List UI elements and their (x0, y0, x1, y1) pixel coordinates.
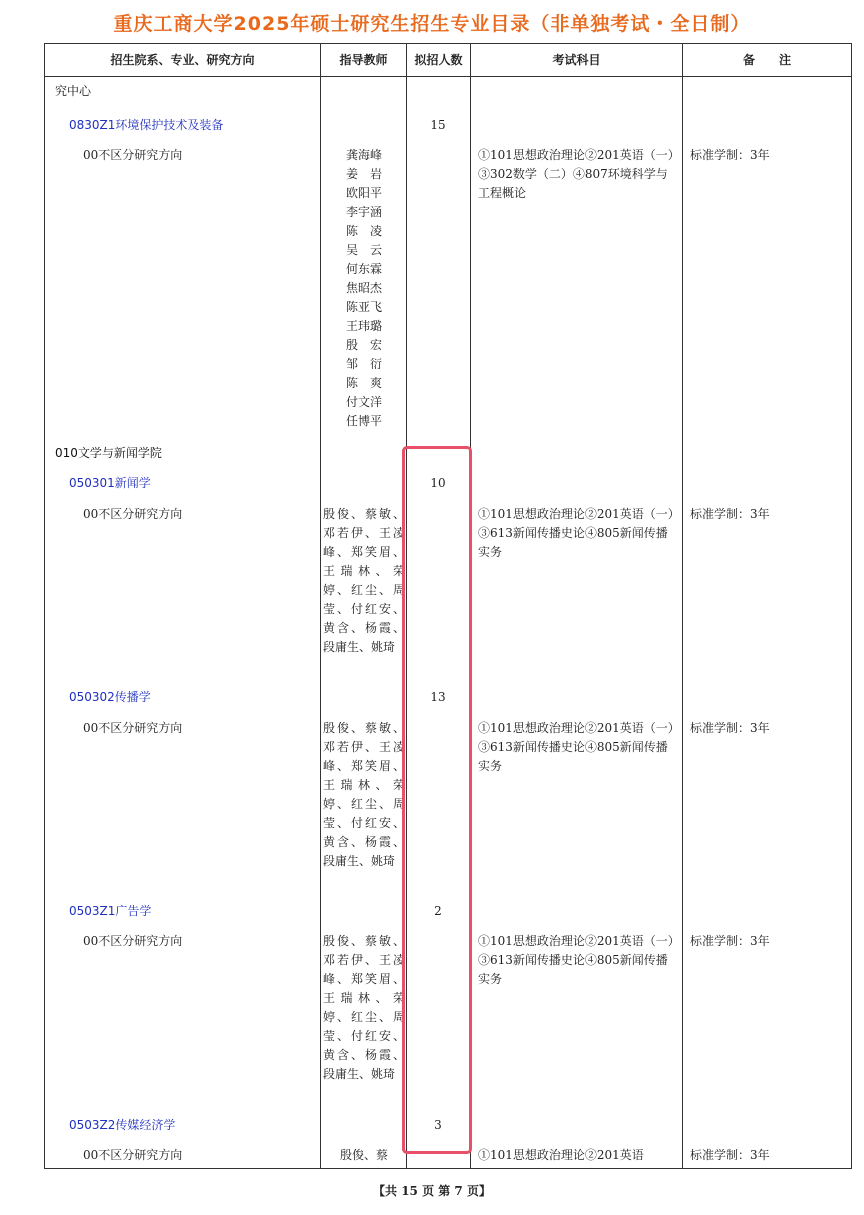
research-direction: 00不区分研究方向 (83, 1148, 183, 1162)
header-exam-subjects: 考试科目 (552, 53, 601, 67)
research-direction: 00不区分研究方向 (83, 148, 183, 162)
quota-count: 3 (434, 1118, 442, 1132)
advisor-name: 何东霖 (345, 262, 382, 276)
major-name: 050301新闻学 (69, 476, 151, 490)
advisor-name: 任博平 (345, 414, 382, 428)
major-name: 0503Z1广告学 (69, 904, 152, 918)
advisor-name: 陈 凌 (345, 224, 382, 238)
exam-subjects: ①101思想政治理论②201英语（一）③613新闻传播史论④805新闻传播实务 (478, 507, 674, 559)
advisor-name: 焦昭杰 (345, 281, 382, 295)
page-footer: 【共 15 页 第 7 页】 (373, 1184, 491, 1198)
advisor-name: 付文洋 (345, 395, 382, 409)
advisor-name: 姜 岩 (345, 167, 382, 181)
notes: 标准学制：3年 (690, 148, 770, 162)
advisor-name: 欧阳平 (345, 186, 382, 200)
exam-subjects: ①101思想政治理论②201英语（一）③302数学（二）④807环境科学与工程概论 (478, 148, 674, 200)
notes: 标准学制：3年 (690, 507, 770, 521)
quota-count: 15 (430, 118, 446, 132)
exam-subjects: ①101思想政治理论②201英语（一）③613新闻传播史论④805新闻传播实务 (478, 934, 674, 986)
notes: 标准学制：3年 (690, 721, 770, 735)
header-quota: 拟招人数 (414, 53, 463, 67)
department-name: 究中心 (55, 84, 92, 98)
advisor-name: 殷 宏 (345, 338, 382, 352)
header-advisor: 指导教师 (339, 53, 388, 67)
header-divider (45, 76, 851, 77)
quota-count: 13 (430, 690, 446, 704)
advisor-name: 龚海峰 (345, 148, 382, 162)
advisor-name: 吴 云 (345, 243, 382, 257)
col-divider (320, 44, 321, 1168)
department-name: 010文学与新闻学院 (55, 446, 162, 460)
header-notes: 备 注 (742, 53, 791, 67)
advisor-name: 邹 衍 (345, 357, 382, 371)
advisor-name: 王玮璐 (345, 319, 382, 333)
research-direction: 00不区分研究方向 (83, 934, 183, 948)
notes: 标准学制：3年 (690, 1148, 770, 1162)
quota-column-highlight (402, 446, 472, 1154)
page-title: 重庆工商大学2025年硕士研究生招生专业目录（非单独考试・全日制） (113, 13, 751, 35)
exam-subjects: ①101思想政治理论②201英语 (478, 1148, 644, 1162)
major-name: 0503Z2传媒经济学 (69, 1118, 176, 1132)
col-divider (682, 44, 683, 1168)
quota-count: 10 (430, 476, 446, 490)
notes: 标准学制：3年 (690, 934, 770, 948)
advisor-list (322, 146, 406, 431)
advisor-name: 陈亚飞 (345, 300, 382, 314)
advisor-list: 殷俊、蔡敏、邓若伊、王凌峰、郑笑眉、王瑞林、荣婷、红尘、周莹、付红安、黄含、杨霞、段庸生、姚琦 (323, 507, 405, 654)
advisor-list: 殷俊、蔡敏、邓若伊、王凌峰、郑笑眉、王瑞林、荣婷、红尘、周莹、付红安、黄含、杨霞、段庸生、姚琦 (323, 934, 405, 1081)
research-direction: 00不区分研究方向 (83, 721, 183, 735)
advisor-name: 李宇涵 (345, 205, 382, 219)
research-direction: 00不区分研究方向 (83, 507, 183, 521)
advisor-list: 殷俊、蔡 (339, 1148, 388, 1162)
quota-count: 2 (434, 904, 442, 918)
advisor-list: 殷俊、蔡敏、邓若伊、王凌峰、郑笑眉、王瑞林、荣婷、红尘、周莹、付红安、黄含、杨霞、段庸生、姚琦 (323, 721, 405, 868)
major-name: 050302传播学 (69, 690, 151, 704)
exam-subjects: ①101思想政治理论②201英语（一）③613新闻传播史论④805新闻传播实务 (478, 721, 674, 773)
header-department: 招生院系、专业、研究方向 (110, 53, 255, 67)
major-name: 0830Z1环境保护技术及装备 (69, 118, 224, 132)
advisor-name: 陈 爽 (345, 376, 382, 390)
